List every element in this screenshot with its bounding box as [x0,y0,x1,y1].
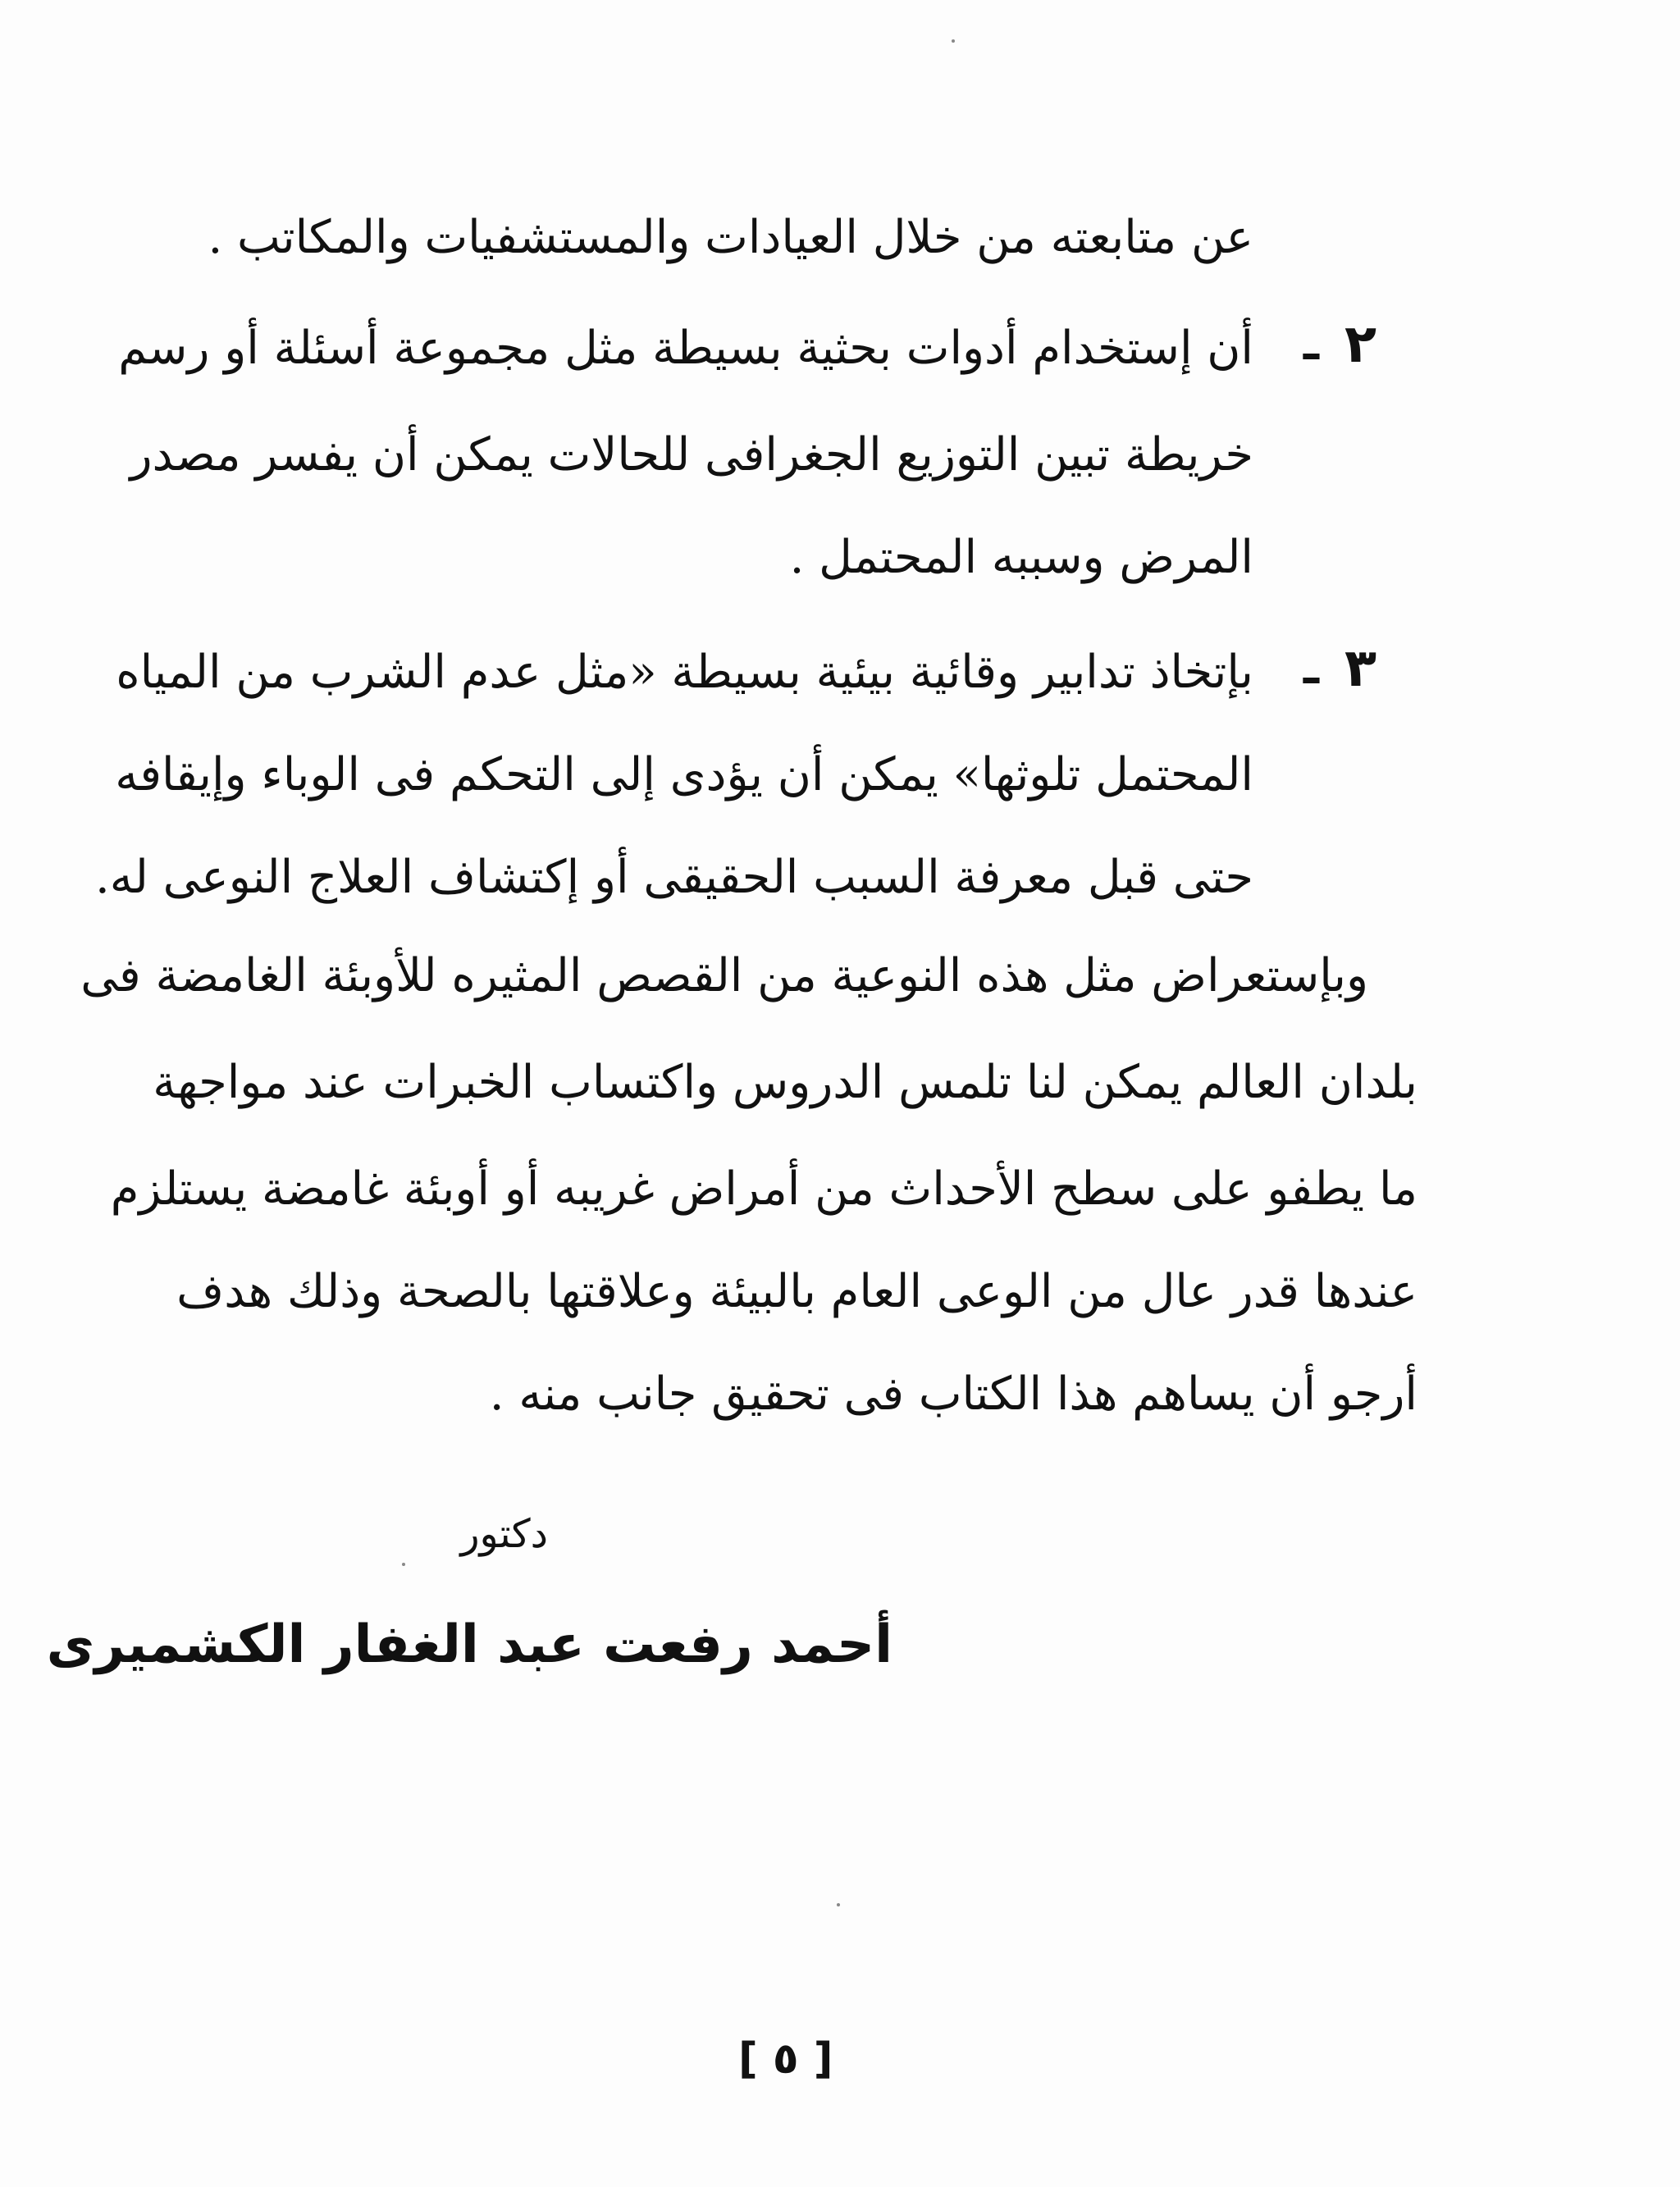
signature-name: أحمد رفعت عبد الغفار الكشميرى [46,1614,892,1675]
list-item-dash: ـ [1303,317,1319,371]
list-item-number: ٢ [1344,314,1376,375]
scan-speck [952,39,955,43]
text-line: ما يطفو على سطح الأحداث من أمراض غريبه أو أوبئة غامضة يستلزم [110,1162,1418,1216]
scan-speck [837,1903,840,1906]
signature-title: دكتور [460,1511,548,1557]
text-line: وبإستعراض مثل هذه النوعية من القصص المثيره للأوبئة الغامضة فى [80,949,1368,1002]
text-line: أرجو أن يساهم هذا الكتاب فى تحقيق جانب منه . [489,1367,1418,1421]
text-line: عندها قدر عال من الوعى العام بالبيئة وعلاقتها بالصحة وذلك هدف [176,1265,1418,1318]
text-line: أن إستخدام أدوات بحثية بسيطة مثل مجموعة أسئلة أو رسم [118,322,1253,375]
text-line: المحتمل تلوثها» يمكن أن يؤدى إلى التحكم فى الوباء وإيقافه [115,748,1253,801]
text-line: خريطة تبين التوزيع الجغرافى للحالات يمكن أن يفسر مصدر [130,428,1253,482]
page-number: [ ٥ ] [738,2034,833,2084]
text-line: المرض وسببه المحتمل . [789,531,1253,584]
list-item-number: ٣ [1344,638,1376,699]
text-line: حتى قبل معرفة السبب الحقيقى أو إكتشاف العلاج النوعى له. [94,851,1253,904]
list-item-dash: ـ [1303,641,1319,695]
text-line: بإتخاذ تدابير وقائية بيئية بسيطة «مثل عدم الشرب من المياه [116,646,1253,699]
text-line: بلدان العالم يمكن لنا تلمس الدروس واكتساب الخبرات عند مواجهة [153,1056,1418,1109]
text-line: عن متابعته من خلال العيادات والمستشفيات والمكاتب . [208,211,1253,264]
scan-speck [402,1563,405,1566]
